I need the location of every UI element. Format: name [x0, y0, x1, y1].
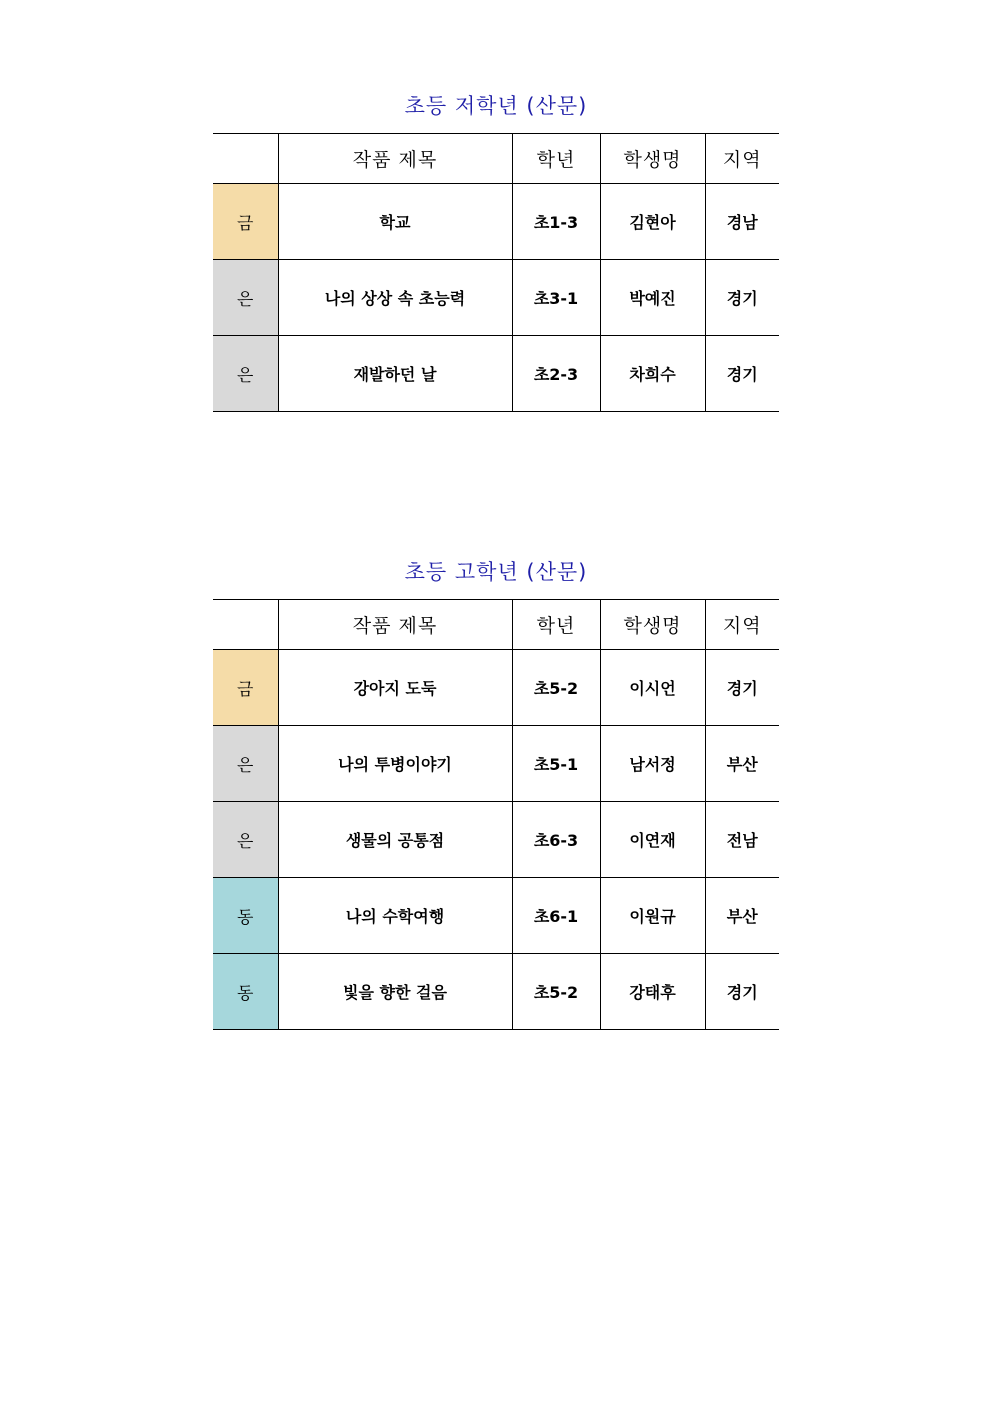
region-cell: 부산: [705, 878, 779, 954]
medal-cell: 동: [213, 954, 278, 1030]
grade-cell: 초6-3: [512, 802, 600, 878]
work-title-cell: 나의 수학여행: [278, 878, 512, 954]
table-row: [213, 336, 779, 412]
region-cell: 전남: [705, 802, 779, 878]
section-upper-grades: [213, 553, 779, 1035]
grade-cell: 초6-1: [512, 878, 600, 954]
header-region: 지역: [705, 134, 779, 184]
grade-cell: 초3-1: [512, 260, 600, 336]
section-title: 초등 고학년 (산문): [404, 560, 588, 584]
work-title-cell: 빛을 향한 걸음: [278, 954, 512, 1030]
student-name-cell: 이연재: [600, 802, 705, 878]
work-title-cell: 학교: [278, 184, 512, 260]
region-cell: 경기: [705, 954, 779, 1030]
header-grade: 학년: [512, 600, 600, 650]
header-medal: [213, 600, 278, 650]
table-row: [213, 802, 779, 878]
table-row: [213, 878, 779, 954]
grade-cell: 초2-3: [512, 336, 600, 412]
region-cell: 경기: [705, 336, 779, 412]
award-table: [213, 133, 779, 412]
header-row: [213, 134, 779, 184]
medal-cell: 금: [213, 184, 278, 260]
header-title: 작품 제목: [278, 134, 512, 184]
section-title: 초등 저학년 (산문): [404, 94, 588, 118]
medal-cell: 은: [213, 260, 278, 336]
table-row: [213, 650, 779, 726]
header-region: 지역: [705, 600, 779, 650]
header-name: 학생명: [600, 600, 705, 650]
grade-cell: 초5-2: [512, 954, 600, 1030]
medal-cell: 동: [213, 878, 278, 954]
work-title-cell: 나의 투병이야기: [278, 726, 512, 802]
work-title-cell: 생물의 공통점: [278, 802, 512, 878]
grade-cell: 초5-1: [512, 726, 600, 802]
header-medal: [213, 134, 278, 184]
student-name-cell: 박예진: [600, 260, 705, 336]
student-name-cell: 남서정: [600, 726, 705, 802]
work-title-cell: 나의 상상 속 초능력: [278, 260, 512, 336]
student-name-cell: 이원규: [600, 878, 705, 954]
table-row: [213, 184, 779, 260]
student-name-cell: 차희수: [600, 336, 705, 412]
medal-cell: 금: [213, 650, 278, 726]
region-cell: 부산: [705, 726, 779, 802]
section-lower-grades: [213, 86, 779, 416]
header-name: 학생명: [600, 134, 705, 184]
student-name-cell: 강태후: [600, 954, 705, 1030]
student-name-cell: 이시언: [600, 650, 705, 726]
table-row: [213, 260, 779, 336]
award-table: [213, 599, 779, 1030]
medal-cell: 은: [213, 726, 278, 802]
header-grade: 학년: [512, 134, 600, 184]
work-title-cell: 강아지 도둑: [278, 650, 512, 726]
table-row: [213, 954, 779, 1030]
grade-cell: 초5-2: [512, 650, 600, 726]
header-title: 작품 제목: [278, 600, 512, 650]
header-row: [213, 600, 779, 650]
region-cell: 경기: [705, 260, 779, 336]
table-row: [213, 726, 779, 802]
medal-cell: 은: [213, 802, 278, 878]
grade-cell: 초1-3: [512, 184, 600, 260]
work-title-cell: 재발하던 날: [278, 336, 512, 412]
region-cell: 경기: [705, 650, 779, 726]
medal-cell: 은: [213, 336, 278, 412]
region-cell: 경남: [705, 184, 779, 260]
student-name-cell: 김현아: [600, 184, 705, 260]
